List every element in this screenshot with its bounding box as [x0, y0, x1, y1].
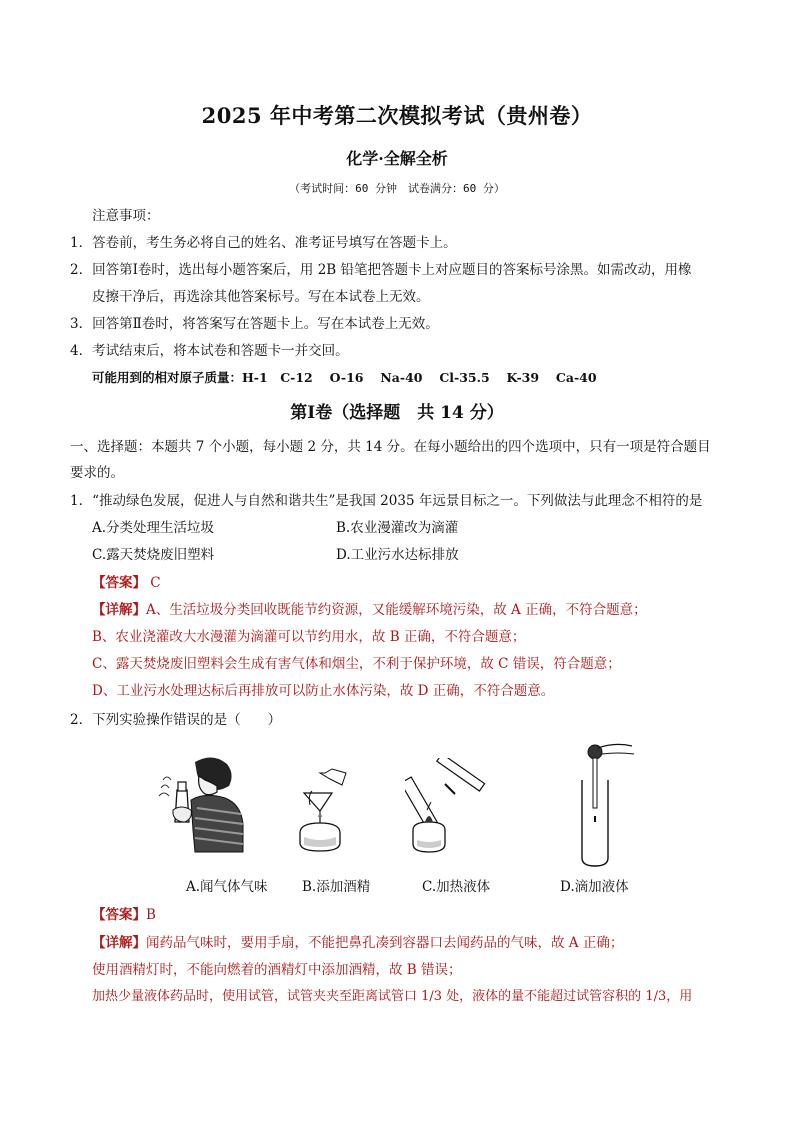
q2-detail-text-1: 闻药品气味时，要用手扇，不能把鼻孔凑到容器口去闻药品的气味，故 A 正确； — [146, 935, 624, 951]
exam-info: （考试时间：60 分钟 试卷满分：60 分） — [289, 182, 505, 195]
q2-caption-a: A.闻气体气味 — [186, 879, 268, 895]
q2-answer — [92, 905, 752, 925]
q1-option-b: B.农业漫灌改为滴灌 — [336, 520, 459, 536]
q1-option-c: C.露天焚烧废旧塑料 — [92, 547, 215, 563]
q1-detail-4: D、工业污水处理达标后再排放可以防止水体污染，故 D 正确，不符合题意。 — [92, 683, 555, 699]
page-subtitle: 化学·全解全析 — [346, 149, 448, 168]
q2-detail-tag: 【详解】 — [92, 935, 146, 951]
q2-detail-3: 加热少量液体药品时，使用试管，试管夹夹至距离试管口 1/3 处，液体的量不能超过试管容积的 1/3，用 — [92, 989, 693, 1004]
page-title: 2025 年中考第二次模拟考试（贵州卷） — [201, 103, 593, 128]
q2-answer-value: B — [146, 907, 156, 923]
q2-detail-1 — [92, 933, 752, 953]
notes-heading: 注意事项： — [92, 208, 160, 224]
figure-smelling-gas — [155, 752, 255, 857]
q2-stem: 2．下列实验操作错误的是（ ） — [70, 712, 282, 728]
notes-item-1: 1．答卷前，考生务必将自己的姓名、准考证号填写在答题卡上。 — [70, 235, 457, 251]
q2-answer-tag: 【答案】 — [92, 907, 146, 923]
figure-heating-liquid — [405, 758, 495, 858]
q1-detail-text-1: A、生活垃圾分类回收既能节约资源，又能缓解环境污染，故 A 正确，不符合题意； — [146, 602, 647, 618]
q1-stem: 1．“推动绿色发展，促进人与自然和谐共生”是我国 2035 年远景目标之一。下列做法与此理念不相符的是 — [70, 493, 703, 509]
atomic-masses: 可能用到的相对原子质量：H-1 C-12 O-16 Na-40 Cl-35.5 K-39 Ca-40 — [92, 370, 597, 385]
notes-item-3: 3．回答第Ⅱ卷时，将答案写在答题卡上。写在本试卷上无效。 — [70, 316, 439, 332]
notes-item-2: 2．回答第Ⅰ卷时，选出每小题答案后，用 2B 铅笔把答题卡上对应题目的答案标号涂黑。如需改动，用橡 — [70, 262, 692, 278]
q1-answer-value: C — [150, 575, 161, 591]
q1-detail-1 — [92, 600, 752, 620]
q1-answer-tag: 【答案】 — [92, 575, 146, 591]
section-intro-2: 要求的。 — [70, 465, 124, 481]
notes-item-2-cont: 皮擦干净后，再选涂其他答案标号。写在本试卷上无效。 — [92, 289, 430, 305]
q1-option-a: A.分类处理生活垃圾 — [92, 520, 215, 536]
q1-detail-3: C、露天焚烧废旧塑料会生成有害气体和烟尘，不利于保护环境，故 C 错误，符合题意； — [92, 656, 621, 672]
q1-detail-tag: 【详解】 — [92, 602, 146, 618]
section-heading: 第Ⅰ卷（选择题 共 14 分） — [290, 403, 504, 423]
q1-answer — [92, 573, 752, 593]
section-intro-1: 一、选择题：本题共 7 个小题，每小题 2 分，共 14 分。在每小题给出的四个选项中，只有一项是符合题目 — [70, 439, 711, 455]
q1-option-d: D.工业污水达标排放 — [336, 547, 459, 563]
q2-caption-d: D.滴加液体 — [560, 879, 629, 895]
notes-item-4: 4．考试结束后，将本试卷和答题卡一并交回。 — [70, 343, 349, 359]
figure-dropping-liquid — [560, 740, 640, 868]
q2-caption-b: B.添加酒精 — [302, 879, 371, 895]
figure-adding-alcohol — [290, 765, 350, 855]
q2-detail-2: 使用酒精灯时，不能向燃着的酒精灯中添加酒精，故 B 错误； — [92, 962, 462, 978]
q2-caption-c: C.加热液体 — [422, 879, 491, 895]
q1-detail-2: B、农业浇灌改大水漫灌为滴灌可以节约用水，故 B 正确，不符合题意； — [92, 629, 526, 645]
